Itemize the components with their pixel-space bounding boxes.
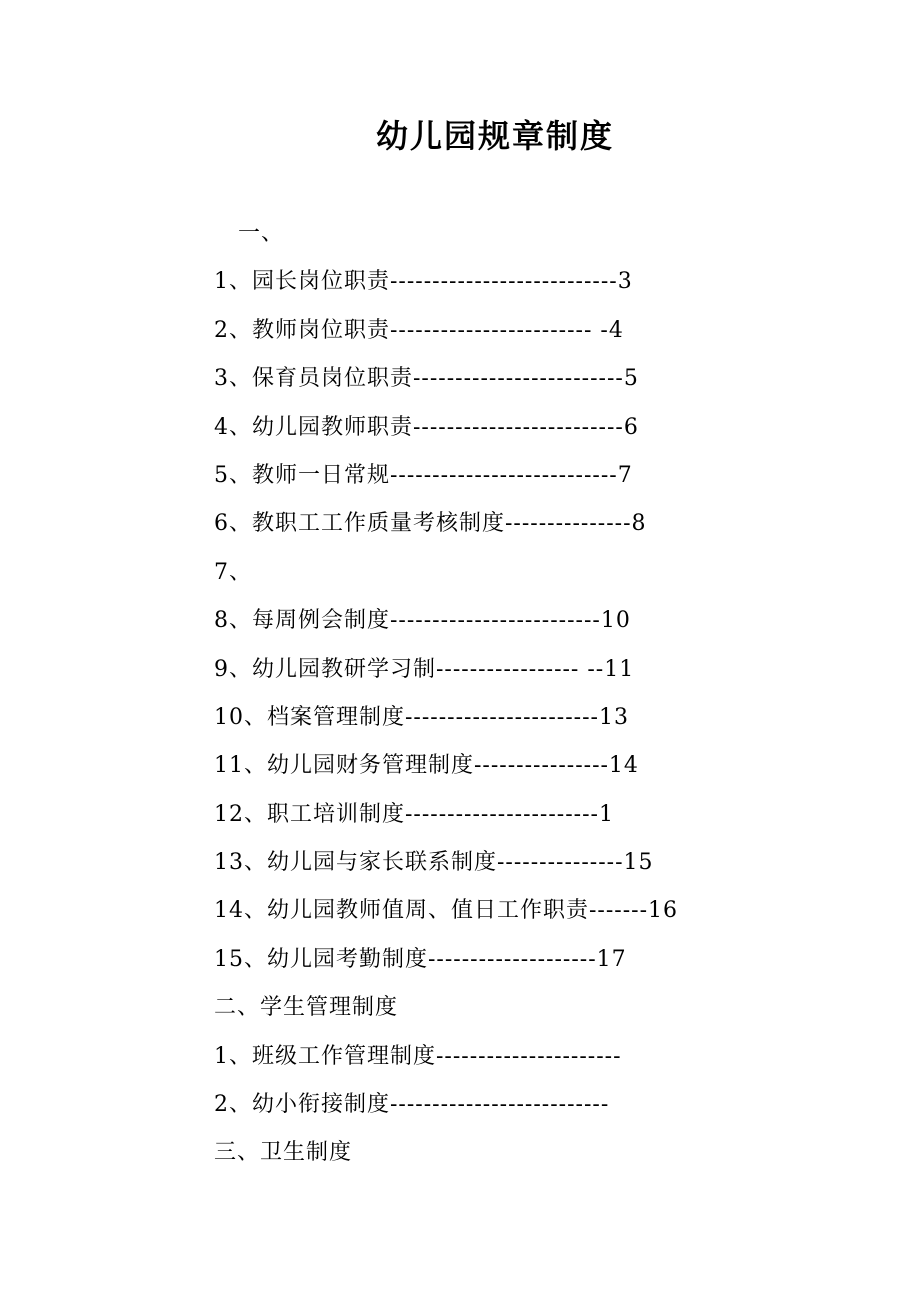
table-of-contents: [214, 210, 774, 1178]
toc-entry: 3、保育员岗位职责-------------------------5: [214, 366, 639, 392]
toc-entry: 1、班级工作管理制度----------------------: [214, 1043, 622, 1069]
toc-entry: 6、教职工工作质量考核制度---------------8: [214, 511, 647, 537]
toc-entry: 10、档案管理制度-----------------------13: [214, 704, 629, 730]
toc-entry: 14、幼儿园教师值周、值日工作职责-------16: [214, 898, 679, 924]
toc-entry: 13、幼儿园与家长联系制度---------------15: [214, 850, 654, 876]
toc-entry: 7、: [214, 559, 252, 585]
toc-entry: 12、职工培训制度-----------------------1: [214, 801, 614, 827]
toc-entry: 4、幼儿园教师职责-------------------------6: [214, 414, 639, 440]
toc-entry: 8、每周例会制度-------------------------10: [214, 608, 631, 634]
toc-entry: 5、教师一日常规---------------------------7: [214, 462, 633, 488]
toc-section-heading: 一、: [238, 221, 285, 246]
toc-entry: 9、幼儿园教研学习制----------------- --11: [214, 656, 635, 682]
toc-entry: 15、幼儿园考勤制度--------------------17: [214, 946, 627, 972]
toc-entry: 2、幼小衔接制度--------------------------: [214, 1092, 610, 1118]
toc-section-heading: 三、卫生制度: [214, 1140, 353, 1166]
toc-section-heading: 二、学生管理制度: [214, 995, 399, 1021]
toc-entry: 11、幼儿园财务管理制度----------------14: [214, 753, 639, 779]
toc-entry: 1、园长岗位职责---------------------------3: [214, 269, 633, 295]
document-title: 幼儿园规章制度: [375, 117, 614, 155]
toc-entry: 2、教师岗位职责------------------------ -4: [214, 317, 624, 343]
